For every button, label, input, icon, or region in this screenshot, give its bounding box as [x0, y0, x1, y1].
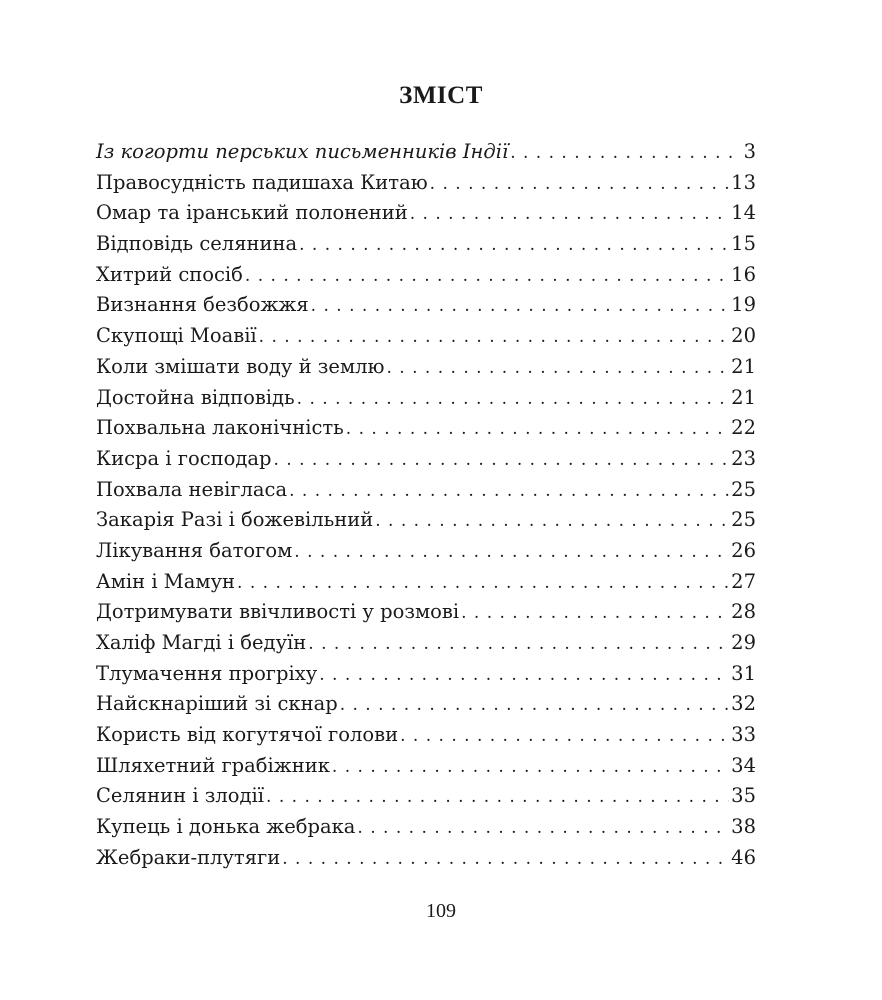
dot-leader [294, 537, 729, 568]
toc-entry-title: Користь від когутячої голови [96, 723, 399, 747]
toc-entry-page: 21 [731, 354, 756, 378]
toc-entry-page: 46 [731, 845, 756, 869]
dot-leader [375, 506, 729, 537]
toc-entry [96, 260, 756, 291]
dot-leader [273, 445, 729, 476]
toc-entry-title: Визнання безбожжя [96, 293, 309, 317]
toc-entry-title: Закарія Разі і божевільний [96, 508, 374, 532]
dot-leader [308, 629, 729, 660]
toc-entry-page: 16 [731, 262, 756, 286]
toc-entry-page: 3 [743, 140, 756, 163]
toc-entry-page: 35 [731, 784, 756, 808]
toc-entry-page: 27 [731, 569, 756, 593]
table-of-contents [96, 137, 756, 874]
toc-entry-title: Тлумачення прогріху [96, 661, 318, 685]
toc-entry [96, 198, 756, 229]
toc-entry [96, 720, 756, 751]
toc-entry-title: Із когорти перських письменників Індії [96, 140, 509, 163]
dot-leader [299, 230, 729, 261]
toc-entry [96, 536, 756, 567]
toc-entry-page: 25 [731, 508, 756, 532]
toc-entry-page: 26 [731, 538, 756, 562]
dot-leader [410, 199, 729, 230]
toc-entry-title: Похвальна лаконічність [96, 416, 344, 440]
dot-leader [332, 752, 729, 783]
toc-entry-page: 33 [731, 723, 756, 747]
toc-entry-title: Селянин і злодії [96, 784, 265, 808]
dot-leader [289, 476, 729, 507]
toc-entry-title: Хитрий спосіб [96, 262, 243, 286]
toc-entry-title: Найскнаріший зі скнар [96, 692, 338, 716]
toc-entry-title: Жебраки-плутяги [96, 845, 281, 869]
dot-leader [237, 568, 729, 599]
toc-entry-page: 31 [731, 661, 756, 685]
toc-entry [96, 567, 756, 598]
toc-entry-page: 13 [731, 170, 756, 194]
dot-leader [266, 782, 729, 813]
toc-entry-page: 22 [731, 416, 756, 440]
toc-entry-page: 25 [731, 477, 756, 501]
page-title: ЗМІСТ [399, 82, 483, 109]
toc-entry-title: Коли змішати воду й землю [96, 354, 385, 378]
dot-leader [510, 138, 732, 169]
page-number: 109 [426, 900, 456, 922]
toc-entry-title: Халіф Магді і бедуїн [96, 631, 307, 654]
toc-entry [96, 475, 756, 506]
dot-leader [387, 353, 730, 384]
toc-entry-title: Омар та іранський полонений [96, 201, 408, 225]
toc-entry-page: 15 [731, 232, 756, 256]
dot-leader [259, 322, 730, 353]
toc-entry [96, 659, 756, 690]
toc-entry-page: 32 [731, 692, 756, 716]
toc-entry-title: Кисра і господар [96, 446, 272, 470]
toc-entry-title: Купець і донька жебрака [96, 815, 356, 839]
toc-entry-page: 23 [731, 446, 756, 470]
toc-entry-page: 29 [731, 631, 756, 654]
toc-entry [96, 321, 756, 352]
toc-entry [96, 290, 756, 321]
dot-leader [357, 813, 729, 844]
toc-entry-page: 21 [731, 385, 756, 409]
dot-leader [319, 660, 729, 691]
toc-entry-title: Лікування батогом [96, 538, 293, 562]
toc-entry [96, 689, 756, 720]
toc-entry [96, 781, 756, 812]
toc-entry-page: 28 [731, 600, 756, 624]
toc-entry-title: Амін і Мамун [96, 569, 236, 593]
toc-entry [96, 413, 756, 444]
toc-entry-title: Скупощі Моавії [96, 324, 257, 348]
toc-entry-page: 19 [731, 293, 756, 317]
toc-entry-title: Похвала невігласа [96, 477, 288, 501]
dot-leader [430, 169, 730, 200]
toc-entry [96, 168, 756, 199]
dot-leader [297, 384, 730, 415]
toc-entry [96, 137, 756, 168]
dot-leader [282, 844, 729, 875]
toc-entry-title: Шляхетний грабіжник [96, 753, 330, 777]
toc-entry-title: Правосудність падишаха Китаю [96, 170, 428, 194]
toc-entry-title: Дотримувати ввічливості у розмові [96, 600, 460, 624]
toc-entry [96, 505, 756, 536]
toc-entry [96, 597, 756, 628]
toc-entry-title: Достойна відповідь [96, 385, 295, 409]
toc-entry-page: 38 [731, 815, 756, 839]
toc-entry [96, 812, 756, 843]
toc-entry [96, 444, 756, 475]
toc-entry-page: 34 [731, 753, 756, 777]
dot-leader [346, 414, 729, 445]
toc-entry [96, 352, 756, 383]
toc-entry-page: 14 [731, 201, 756, 225]
toc-entry [96, 229, 756, 260]
dot-leader [340, 690, 729, 721]
toc-entry-title: Відповідь селянина [96, 232, 298, 256]
toc-entry [96, 383, 756, 414]
toc-entry [96, 843, 756, 874]
toc-entry [96, 751, 756, 782]
toc-entry-page: 20 [731, 324, 756, 348]
toc-entry [96, 628, 756, 659]
dot-leader [245, 261, 729, 292]
dot-leader [400, 721, 729, 752]
dot-leader [461, 598, 729, 629]
dot-leader [311, 291, 730, 322]
